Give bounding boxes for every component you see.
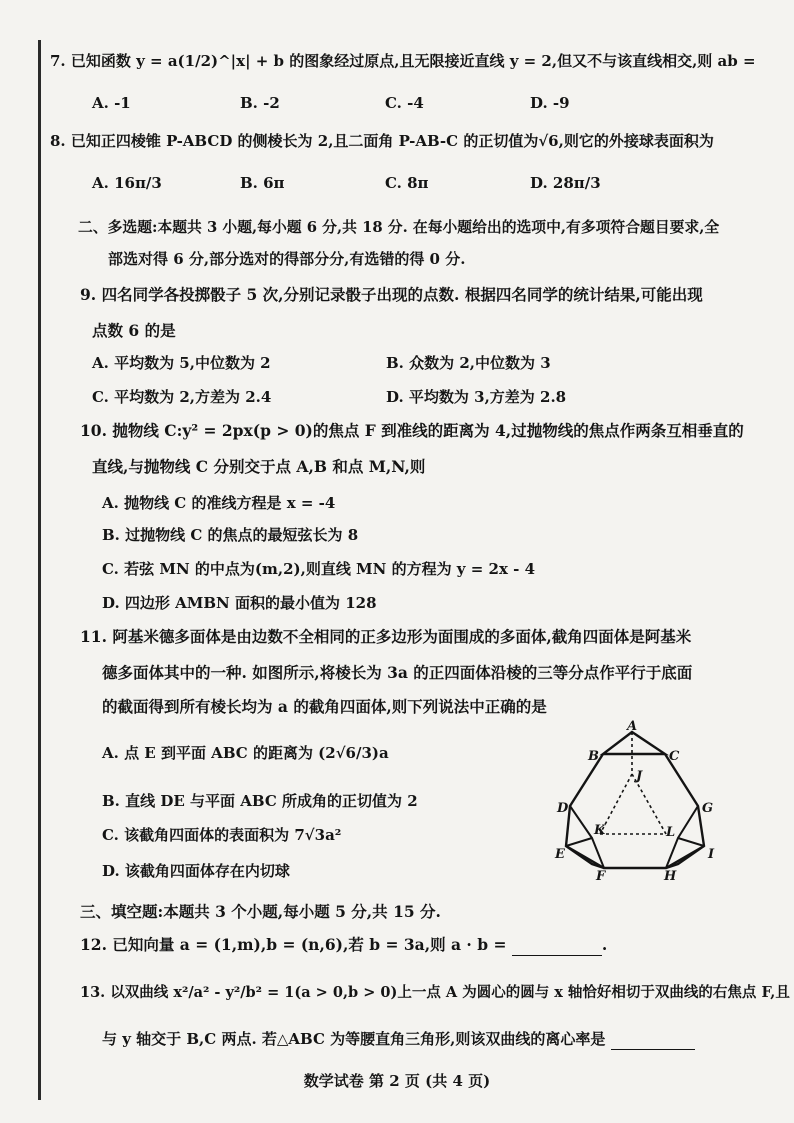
section2-title-line2: 部选对得 6 分,部分选对的得部分分,有选错的得 0 分. [108,250,466,268]
q9-option-a: A. 平均数为 5,中位数为 2 [92,354,271,372]
label-l: L [666,825,676,840]
q10-stem-line1: 10. 抛物线 C:y² = 2px(p > 0)的焦点 F 到准线的距离为 4,过抛物线的焦点作两条互相垂直的 [80,421,744,440]
label-k: K [594,823,606,838]
q13-stem-line1: 13. 以双曲线 x²/a² - y²/b² = 1(a > 0,b > 0)上一点 A 为圆心的圆与 x 轴恰好相切于双曲线的右焦点 F,且 [80,984,790,1001]
q12-stem: 12. 已知向量 a = (1,m),b = (n,6),若 b = 3a,则 a · b = [80,935,507,954]
q13-stem-line2: 与 y 轴交于 B,C 两点. 若△ABC 为等腰直角三角形,则该双曲线的离心率是 [102,1030,606,1048]
binding-margin-line [38,40,41,1100]
truncated-tetrahedron-figure [548,718,728,888]
label-a: A [627,719,638,734]
q9-option-b: B. 众数为 2,中位数为 3 [386,354,551,372]
q9-option-c: C. 平均数为 2,方差为 2.4 [92,388,272,406]
q12-end: . [601,935,608,954]
q8-option-c: C. 8π [385,174,429,192]
q7-option-c: C. -4 [385,94,424,112]
truncated-tetrahedron-diagram [548,718,728,888]
left-outline [566,754,604,868]
q7-option-a: A. -1 [92,94,131,112]
q8-option-d: D. 28π/3 [530,174,601,192]
q11-option-b: B. 直线 DE 与平面 ABC 所成角的正切值为 2 [102,792,418,810]
label-e: E [555,847,565,862]
section2-title-line1: 二、多选题:本题共 3 小题,每小题 6 分,共 18 分. 在每小题给出的选项中,有多项符合题目要求,全 [78,219,720,236]
q11-option-a: A. 点 E 到平面 ABC 的距离为 (2√6/3)a [102,744,389,762]
q11-stem-line3: 的截面得到所有棱长均为 a 的截角四面体,则下列说法中正确的是 [102,697,547,716]
q13-line2 [102,1028,695,1050]
label-f: F [596,869,606,884]
section3-title: 三、填空题:本题共 3 个小题,每小题 5 分,共 15 分. [80,902,441,921]
q13-answer-blank[interactable] [611,1033,695,1050]
q7-option-b: B. -2 [240,94,280,112]
edge-k-e [566,838,592,846]
label-j: J [636,769,643,784]
label-h: H [664,869,677,884]
label-d: D [557,801,569,816]
q8-option-b: B. 6π [240,174,285,192]
q10-option-c: C. 若弦 MN 的中点为(m,2),则直线 MN 的方程为 y = 2x - 4 [102,560,536,578]
bottom-outline [566,846,704,868]
q10-option-b: B. 过抛物线 C 的焦点的最短弦长为 8 [102,526,359,544]
q7-stem: 7. 已知函数 y = a(1/2)^|x| + b 的图象经过原点,且无限接近直线 y = 2,但又不与该直线相交,则 ab = [50,52,756,70]
q7-option-d: D. -9 [530,94,570,112]
label-i: I [708,847,715,862]
q9-stem-line1: 9. 四名同学各投掷骰子 5 次,分别记录骰子出现的点数. 根据四名同学的统计结果,可能出现 [80,285,703,304]
q8-option-a: A. 16π/3 [92,174,162,192]
q12-line [80,934,607,956]
q8-stem: 8. 已知正四棱锥 P-ABCD 的侧棱长为 2,且二面角 P-AB-C 的正切值为√6,则它的外接球表面积为 [50,132,714,150]
label-b: B [588,749,599,764]
right-outline [665,754,704,868]
page-footer: 数学试卷 第 2 页 (共 4 页) [303,1072,491,1090]
q11-option-c: C. 该截角四面体的表面积为 7√3a² [102,826,342,844]
q10-option-d: D. 四边形 AMBN 面积的最小值为 128 [102,594,377,612]
q12-answer-blank[interactable] [512,939,602,956]
label-g: G [702,801,714,816]
q9-stem-line2: 点数 6 的是 [92,321,176,340]
label-c: C [669,749,680,764]
edge-l-i [678,838,704,846]
q11-stem-line1: 11. 阿基米德多面体是由边数不全相同的正多边形为面围成的多面体,截角四面体是阿基米 [80,627,692,646]
q11-option-d: D. 该截角四面体存在内切球 [102,862,290,880]
q10-option-a: A. 抛物线 C 的准线方程是 x = -4 [102,494,336,512]
q9-option-d: D. 平均数为 3,方差为 2.8 [386,388,567,406]
q10-stem-line2: 直线,与抛物线 C 分别交于点 A,B 和点 M,N,则 [92,457,426,476]
top-triangle [603,732,665,754]
q11-stem-line2: 德多面体其中的一种. 如图所示,将棱长为 3a 的正四面体沿棱的三等分点作平行于底面 [102,663,693,682]
